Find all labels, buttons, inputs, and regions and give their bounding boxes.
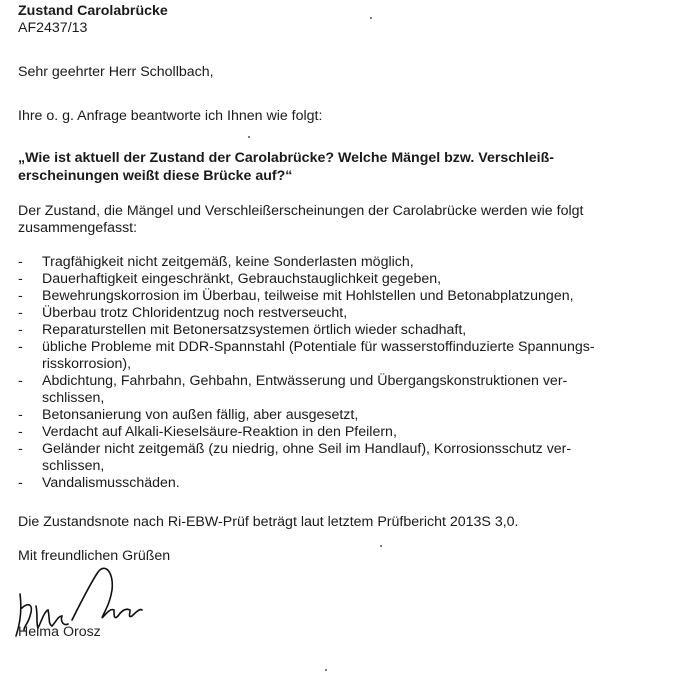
bullet-dash: - — [18, 475, 23, 491]
finding-text: Bewehrungskorrosion im Überbau, teilweise mit Hohlstellen und Betonabplatzungen, — [42, 288, 574, 304]
finding-text: Reparaturstellen mit Betonersatzsystemen örtlich wieder schadhaft, — [42, 322, 467, 338]
finding-item — [18, 424, 595, 441]
answer-paragraph: Der Zustand, die Mängel und Verschleißerscheinungen der Carolabrücke werden wie folgt — [18, 203, 584, 219]
regards-line: Mit freundlichen Grüßen — [18, 548, 171, 564]
finding-text-continued: schlissen, — [42, 458, 105, 474]
bullet-dash: - — [18, 322, 23, 338]
finding-item — [18, 322, 595, 339]
finding-text: Tragfähigkeit nicht zeitgemäß, keine Sonderlasten möglich, — [42, 254, 414, 270]
salutation: Sehr geehrter Herr Schollbach, — [18, 64, 214, 80]
scan-speck — [370, 17, 372, 19]
finding-item — [18, 254, 595, 271]
finding-item — [18, 373, 595, 407]
bullet-dash: - — [18, 288, 23, 304]
scan-speck — [325, 669, 327, 671]
signer-name: Helma Orosz — [18, 624, 101, 640]
bullet-dash: - — [18, 271, 23, 287]
finding-text: Dauerhaftigkeit eingeschränkt, Gebrauchstauglichkeit gegeben, — [42, 271, 442, 287]
finding-item — [18, 305, 595, 322]
intro-paragraph: Ihre o. g. Anfrage beantworte ich Ihnen wie folgt: — [18, 108, 323, 124]
finding-text-continued: schlissen, — [42, 390, 105, 406]
scan-speck — [380, 545, 382, 547]
finding-item — [18, 475, 595, 492]
bullet-dash: - — [18, 441, 23, 457]
finding-item — [18, 288, 595, 305]
bullet-dash: - — [18, 339, 23, 355]
finding-text-continued: risskorrosion), — [42, 356, 132, 372]
bullet-dash: - — [18, 373, 23, 389]
finding-text: Überbau trotz Chloridentzug noch restverseucht, — [42, 305, 348, 321]
finding-text: Verdacht auf Alkali-Kieselsäure-Reaktion in den Pfeilern, — [42, 424, 397, 440]
scan-speck — [248, 136, 250, 138]
letter-title: Zustand Carolabrücke — [18, 3, 168, 19]
bullet-dash: - — [18, 407, 23, 423]
bullet-dash: - — [18, 305, 23, 321]
bullet-dash: - — [18, 424, 23, 440]
findings-list — [18, 254, 595, 492]
reference-number: AF2437/13 — [18, 20, 88, 36]
question-line: erscheinungen weißt diese Brücke auf?“ — [18, 168, 293, 184]
answer-paragraph: zusammengefasst: — [18, 220, 138, 236]
question-line: „Wie ist aktuell der Zustand der Carolabrücke? Welche Mängel bzw. Verschleiß- — [18, 150, 554, 166]
finding-text: Vandalismusschäden. — [42, 475, 180, 491]
finding-item — [18, 441, 595, 475]
bullet-dash: - — [18, 254, 23, 270]
finding-text: übliche Probleme mit DDR-Spannstahl (Potentiale für wasserstoffinduzierte Spannungs- — [42, 339, 595, 355]
finding-item — [18, 407, 595, 424]
finding-text: Abdichtung, Fahrbahn, Gehbahn, Entwässerung und Übergangskonstruktionen ver- — [42, 373, 568, 389]
finding-text: Geländer nicht zeitgemäß (zu niedrig, ohne Seil im Handlauf), Korrosionsschutz ver- — [42, 441, 572, 457]
finding-item — [18, 271, 595, 288]
finding-text: Betonsanierung von außen fällig, aber ausgesetzt, — [42, 407, 359, 423]
finding-item — [18, 339, 595, 373]
closing-paragraph: Die Zustandsnote nach Ri-EBW-Prüf beträgt laut letztem Prüfbericht 2013S 3,0. — [18, 514, 519, 530]
